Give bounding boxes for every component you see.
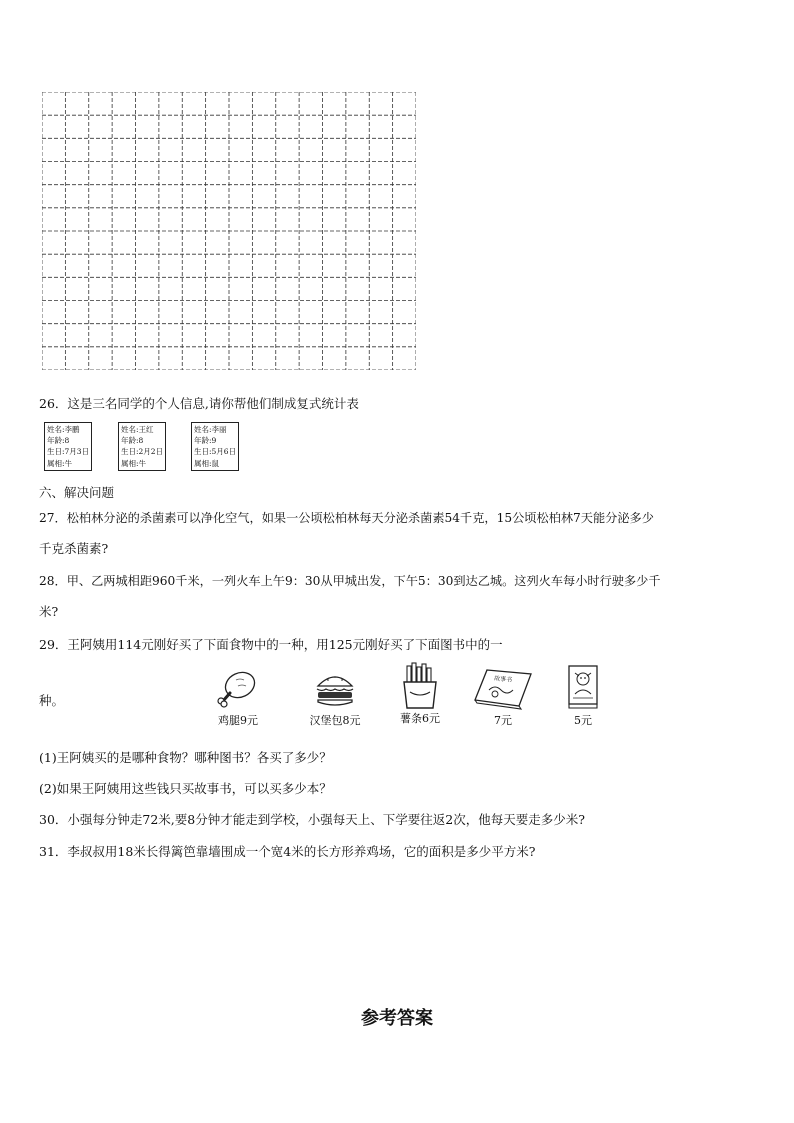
card-birthday: 生日:2月2日 bbox=[121, 447, 164, 457]
question-29-line2: 种。 bbox=[39, 693, 65, 708]
item-label: 5元 bbox=[574, 714, 592, 727]
story-book-icon bbox=[473, 666, 533, 710]
answer-section-title: 参考答案 bbox=[361, 1008, 433, 1029]
question-30: 30．小强每分钟走72米,要8分钟才能走到学校，小强每天上、下学要往返2次，他每天要走多少米? bbox=[39, 812, 585, 827]
question-28-line1: 28．甲、乙两城相距960千米，一列火车上午9：30从甲城出发，下午5：30到达乙城。这列火车每小时行驶多少千 bbox=[39, 574, 661, 588]
card-zodiac: 属相:牛 bbox=[121, 458, 147, 468]
card-birthday: 生日:7月3日 bbox=[47, 447, 90, 457]
item-label: 薯条6元 bbox=[400, 712, 440, 725]
french-fries-icon bbox=[398, 662, 442, 710]
question-29-part2: (2)如果王阿姨用这些钱只买故事书，可以买多少本？ bbox=[39, 781, 332, 796]
card-birthday: 生日:5月6日 bbox=[194, 447, 237, 457]
dashed-grid bbox=[42, 92, 416, 370]
card-age: 年龄:8 bbox=[121, 436, 144, 446]
question-27-line2: 千克杀菌素? bbox=[39, 541, 109, 556]
section-heading: 六、解决问题 bbox=[39, 485, 115, 500]
item-hamburger bbox=[303, 666, 367, 728]
info-card-2 bbox=[118, 422, 166, 471]
card-zodiac: 属相:牛 bbox=[47, 458, 73, 468]
question-28-line2: 米? bbox=[39, 604, 59, 619]
item-french-fries bbox=[392, 662, 448, 726]
card-age: 年龄:8 bbox=[47, 436, 70, 446]
card-name: 姓名:李丽 bbox=[194, 425, 227, 434]
book-title: 故事书 bbox=[493, 675, 513, 684]
item-picture-book bbox=[560, 664, 606, 728]
item-label: 7元 bbox=[494, 714, 512, 727]
card-name: 姓名:李鹏 bbox=[47, 425, 80, 434]
info-card-3 bbox=[191, 422, 239, 471]
question-29-part1: (1)王阿姨买的是哪种食物？哪种图书？各买了多少？ bbox=[39, 750, 332, 765]
question-27-line1: 27．松柏林分泌的杀菌素可以净化空气，如果一公顷松柏林每天分泌杀菌素54千克，15公顷松柏林7天能分泌多少 bbox=[39, 511, 654, 525]
info-card-1 bbox=[44, 422, 92, 471]
item-label: 鸡腿9元 bbox=[218, 714, 258, 727]
question-26: 26．这是三名同学的个人信息,请你帮他们制成复式统计表 bbox=[39, 396, 359, 411]
chicken-leg-icon bbox=[216, 666, 260, 710]
card-name: 姓名:王红 bbox=[121, 425, 154, 434]
card-age: 年龄:9 bbox=[194, 436, 217, 446]
item-label: 汉堡包8元 bbox=[309, 714, 361, 727]
question-29-line1: 29．王阿姨用114元刚好买了下面食物中的一种，用125元刚好买了下面图书中的一 bbox=[39, 637, 503, 652]
question-31: 31．李叔叔用18米长得篱笆靠墙围成一个宽4米的长方形养鸡场，它的面积是多少平方米? bbox=[39, 844, 536, 859]
item-chicken-leg bbox=[208, 666, 268, 728]
picture-book-icon bbox=[565, 664, 601, 710]
card-zodiac: 属相:鼠 bbox=[194, 458, 220, 468]
item-story-book bbox=[472, 666, 534, 728]
hamburger-icon bbox=[313, 666, 357, 710]
